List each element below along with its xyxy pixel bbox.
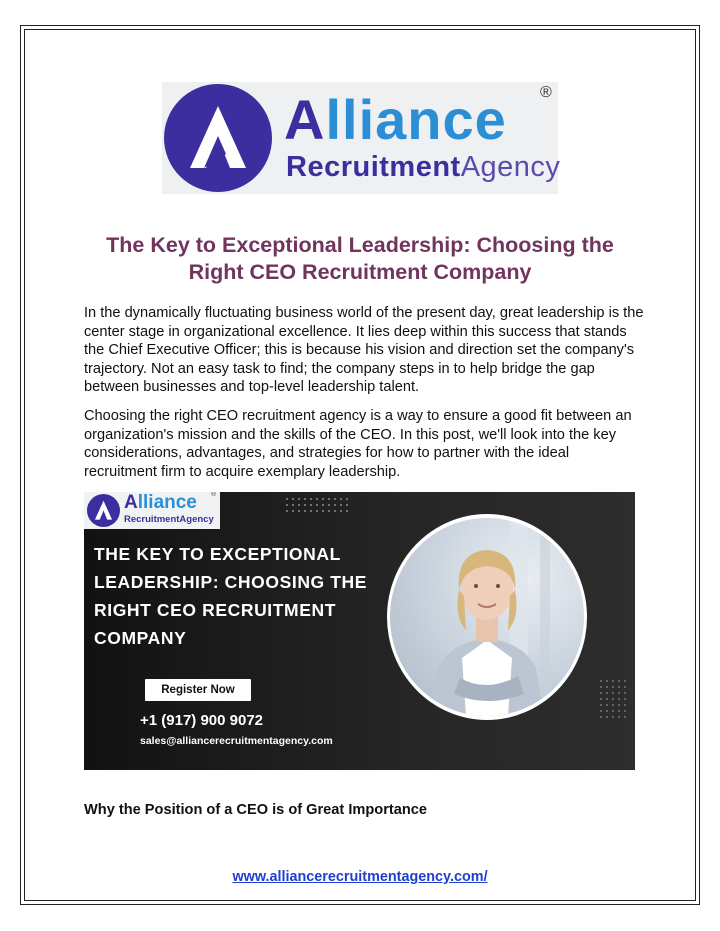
logo-a-mark-icon	[164, 84, 272, 192]
second-paragraph: Choosing the right CEO recruitment agency is a way to ensure a good fit between an organization's mission and the skills of the CEO. In this post, we'll look into the key considerations, advantages, and strategies for how to partner with the ideal recruitment firm to acquire exemplary leadership.	[84, 408, 632, 480]
dot-pattern-decoration	[284, 496, 350, 512]
email-address: sales@alliancerecruitmentagency.com	[140, 735, 333, 747]
section-heading: Why the Position of a CEO is of Great Importance	[84, 802, 427, 818]
phone-number: +1 (917) 900 9072	[140, 712, 264, 729]
logo-a-mark-icon	[87, 494, 120, 527]
website-link[interactable]: www.alliancerecruitmentagency.com/	[232, 869, 488, 885]
logo-wordmark: Alliance	[284, 88, 507, 151]
company-logo	[162, 82, 561, 194]
businesswoman-portrait-image	[390, 518, 584, 716]
intro-paragraph: In the dynamically fluctuating business world of the present day, great leadership is the center stage in organizational excellence. It lies deep within this success that stands the Chief Executive Officer; this is because his vision and direction set the company's trajectory. Not an easy task to find; the company steps in to help bridge the gap between businesses and top-level leadership talent.	[84, 305, 644, 396]
registered-mark: ®	[540, 84, 552, 101]
dot-pattern-decoration	[598, 678, 628, 718]
banner-logo-subtitle: RecruitmentAgency	[124, 514, 214, 525]
logo-subtitle: RecruitmentAgency	[286, 151, 561, 183]
banner-logo	[84, 492, 220, 529]
document-title: The Key to Exceptional Leadership: Choosing the Right CEO Recruitment Company	[106, 233, 614, 284]
banner-headline: THE KEY TO EXCEPTIONAL LEADERSHIP: CHOOSING THE RIGHT CEO RECRUITMENT COMPANY	[94, 544, 368, 648]
promo-banner	[84, 492, 635, 770]
register-now-button[interactable]: Register Now	[145, 679, 251, 701]
registered-mark: ®	[211, 492, 217, 498]
banner-logo-wordmark: Alliance	[124, 492, 197, 513]
